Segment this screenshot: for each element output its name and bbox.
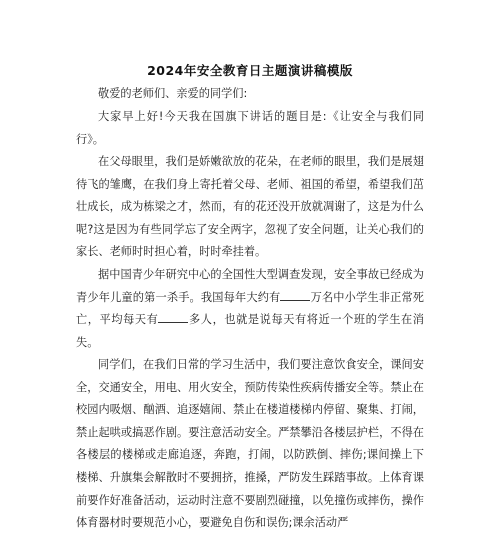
paragraph-2: 在父母眼里，我们是娇嫩欲放的花朵，在老师的眼里，我们是展翅待飞的雏鹰，在我们身上寄托着父母、老师、祖国的希望，希望我们茁壮成长，成为栋梁之才，然而，有的花还没开放就凋谢了，这是为什么呢?这是因为有些同学忘了安全两字，忽视了安全问题，让关心我们的家长、老师时时担心着，时时牵挂着。 [76, 155, 424, 259]
paragraph-4: 同学们，在我们日常的学习生活中，我们要注意饮食安全，课间安全，交通安全，用电、用火安全，预防传染性疾病传播安全等。禁止在校园内吸烟、酗酒、追逐嬉闹、禁止在楼道楼梯内停留、聚集、打闹，禁止起哄或搞恶作剧。要注意活动安全。严禁攀沿各楼层护栏，不得在各楼层的楼梯或走廊追逐，奔跑，打闹，以防跌倒、摔伤;课间操上下楼梯、升旗集会解散时不要拥挤，推搡，严防发生踩踏事故。上体育课前要作好准备活动，运动时注意不要剧烈碰撞，以免撞伤或摔伤，操作体育器材时要规范小心，要避免自伤和误伤;课余活动严 [76, 358, 424, 530]
paragraph-1: 大家早上好!今天我在国旗下讲话的题目是:《让安全与我们同行》。 [76, 110, 424, 146]
greeting: 敬爱的老师们、亲爱的同学们: [98, 87, 248, 100]
paragraph-3-part-3: 多人，也就是说每天有将近一个班的学生在消失。 [76, 313, 424, 349]
blank-field-2 [158, 310, 188, 323]
paragraph-3-part-1: 据中国青少年研究中心的全国性大型调查发现，安全事故已经成为青少年儿童的第一杀手。我国每年大约有 [76, 268, 424, 304]
paragraph-3 [76, 264, 424, 354]
document-title: 2024年安全教育日主题演讲稿模版 [147, 63, 353, 78]
paragraph-3-part-2: 万名中小学生非正常死亡，平均每天有 [76, 290, 424, 327]
blank-field-1 [280, 288, 310, 301]
